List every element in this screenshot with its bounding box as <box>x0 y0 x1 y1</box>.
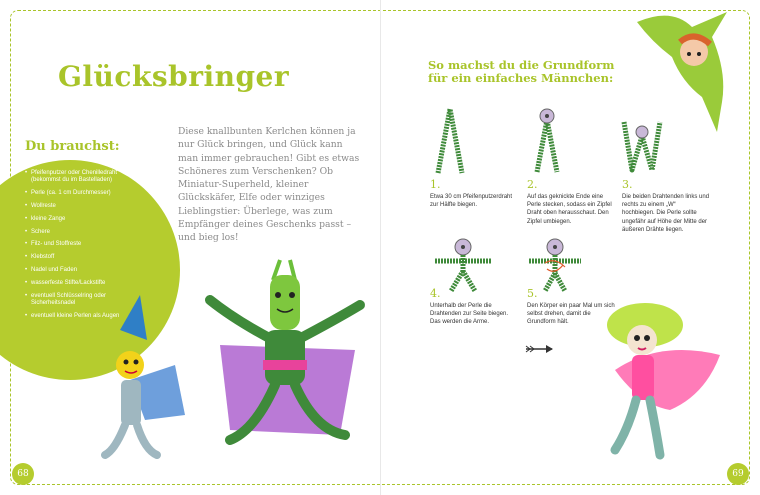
arrow-right-icon <box>524 344 556 354</box>
list-item: • kleine Zange <box>25 216 143 223</box>
list-item: • Nadel und Faden <box>25 267 143 274</box>
page-gutter <box>380 0 381 495</box>
list-item: • Wollreste <box>25 203 143 210</box>
step-5-illustration <box>525 237 585 292</box>
step-text: Unterhalb der Perle die Drahtenden zur Seite biegen. Das werden die Arme. <box>430 303 509 326</box>
list-item: • Pfeifenputzer oder Chenilledraht (bekommst du im Bastelladen) <box>25 170 143 185</box>
page-number-right: 69 <box>727 463 749 485</box>
page-title: Glücksbringer <box>58 60 290 93</box>
step-4-illustration <box>433 237 493 292</box>
step-text: Den Körper ein paar Mal um sich selbst drehen, damit die Grundform hält. <box>527 303 615 326</box>
step-number: 5. <box>527 287 538 300</box>
step-number: 2. <box>527 178 538 191</box>
instructions-heading-line: So machst du die Grundform <box>428 58 615 72</box>
page-number-left: 68 <box>12 463 34 485</box>
step-3-illustration <box>620 118 665 173</box>
green-figure-photo <box>195 265 380 460</box>
list-item: • wasserfeste Stifte/Lackstifte <box>25 280 143 287</box>
step-1-illustration <box>430 105 470 175</box>
list-item: • eventuell kleine Perlen als Augen <box>25 313 143 320</box>
blue-figure-photo <box>85 300 195 470</box>
instructions-heading-line: für ein einfaches Männchen: <box>428 71 614 85</box>
list-item: • Filz- und Stoffreste <box>25 241 143 248</box>
step-2-illustration <box>527 104 567 174</box>
step-text: Auf das geknickte Ende eine Perle stecken, sodass ein Zipfel Draht oben herausschaut. Den Zipfel umbiegen. <box>527 194 612 225</box>
list-item: • Schere <box>25 229 143 236</box>
list-item: • Perle (ca. 1 cm Durchmesser) <box>25 190 143 197</box>
step-text: Etwa 30 cm Pfeifenputzerdraht zur Hälfte biegen. <box>430 194 513 209</box>
materials-title: Du brauchst: <box>25 139 120 154</box>
step-number: 4. <box>430 287 441 300</box>
step-text: Die beiden Drahtenden links und rechts zu einem „W“ hochbiegen. Die Perle sollte ungefähr auf Höhe der Mitte der äußeren Drähte liegen. <box>622 194 710 233</box>
list-item: • eventuell Schlüsselring oder Sicherheitsnadel <box>25 293 143 308</box>
step-number: 3. <box>622 178 633 191</box>
step-number: 1. <box>430 178 441 191</box>
intro-text: Diese knallbunten Kerlchen können ja nur Glück bringen, und Glück kann man immer gebrauchen! Gibt es etwas Schöneres zum Verschenken? Ob Miniatur-Superheld, kleiner Glückskäfer, Elfe oder winziges Lieblingstier: Überlege, was zum Empfänger deines Geschenks passt – und bieg los! <box>178 126 360 244</box>
list-item: • Klebstoff <box>25 254 143 261</box>
instructions-heading <box>428 59 614 85</box>
fairy-figure-photo <box>590 300 725 470</box>
